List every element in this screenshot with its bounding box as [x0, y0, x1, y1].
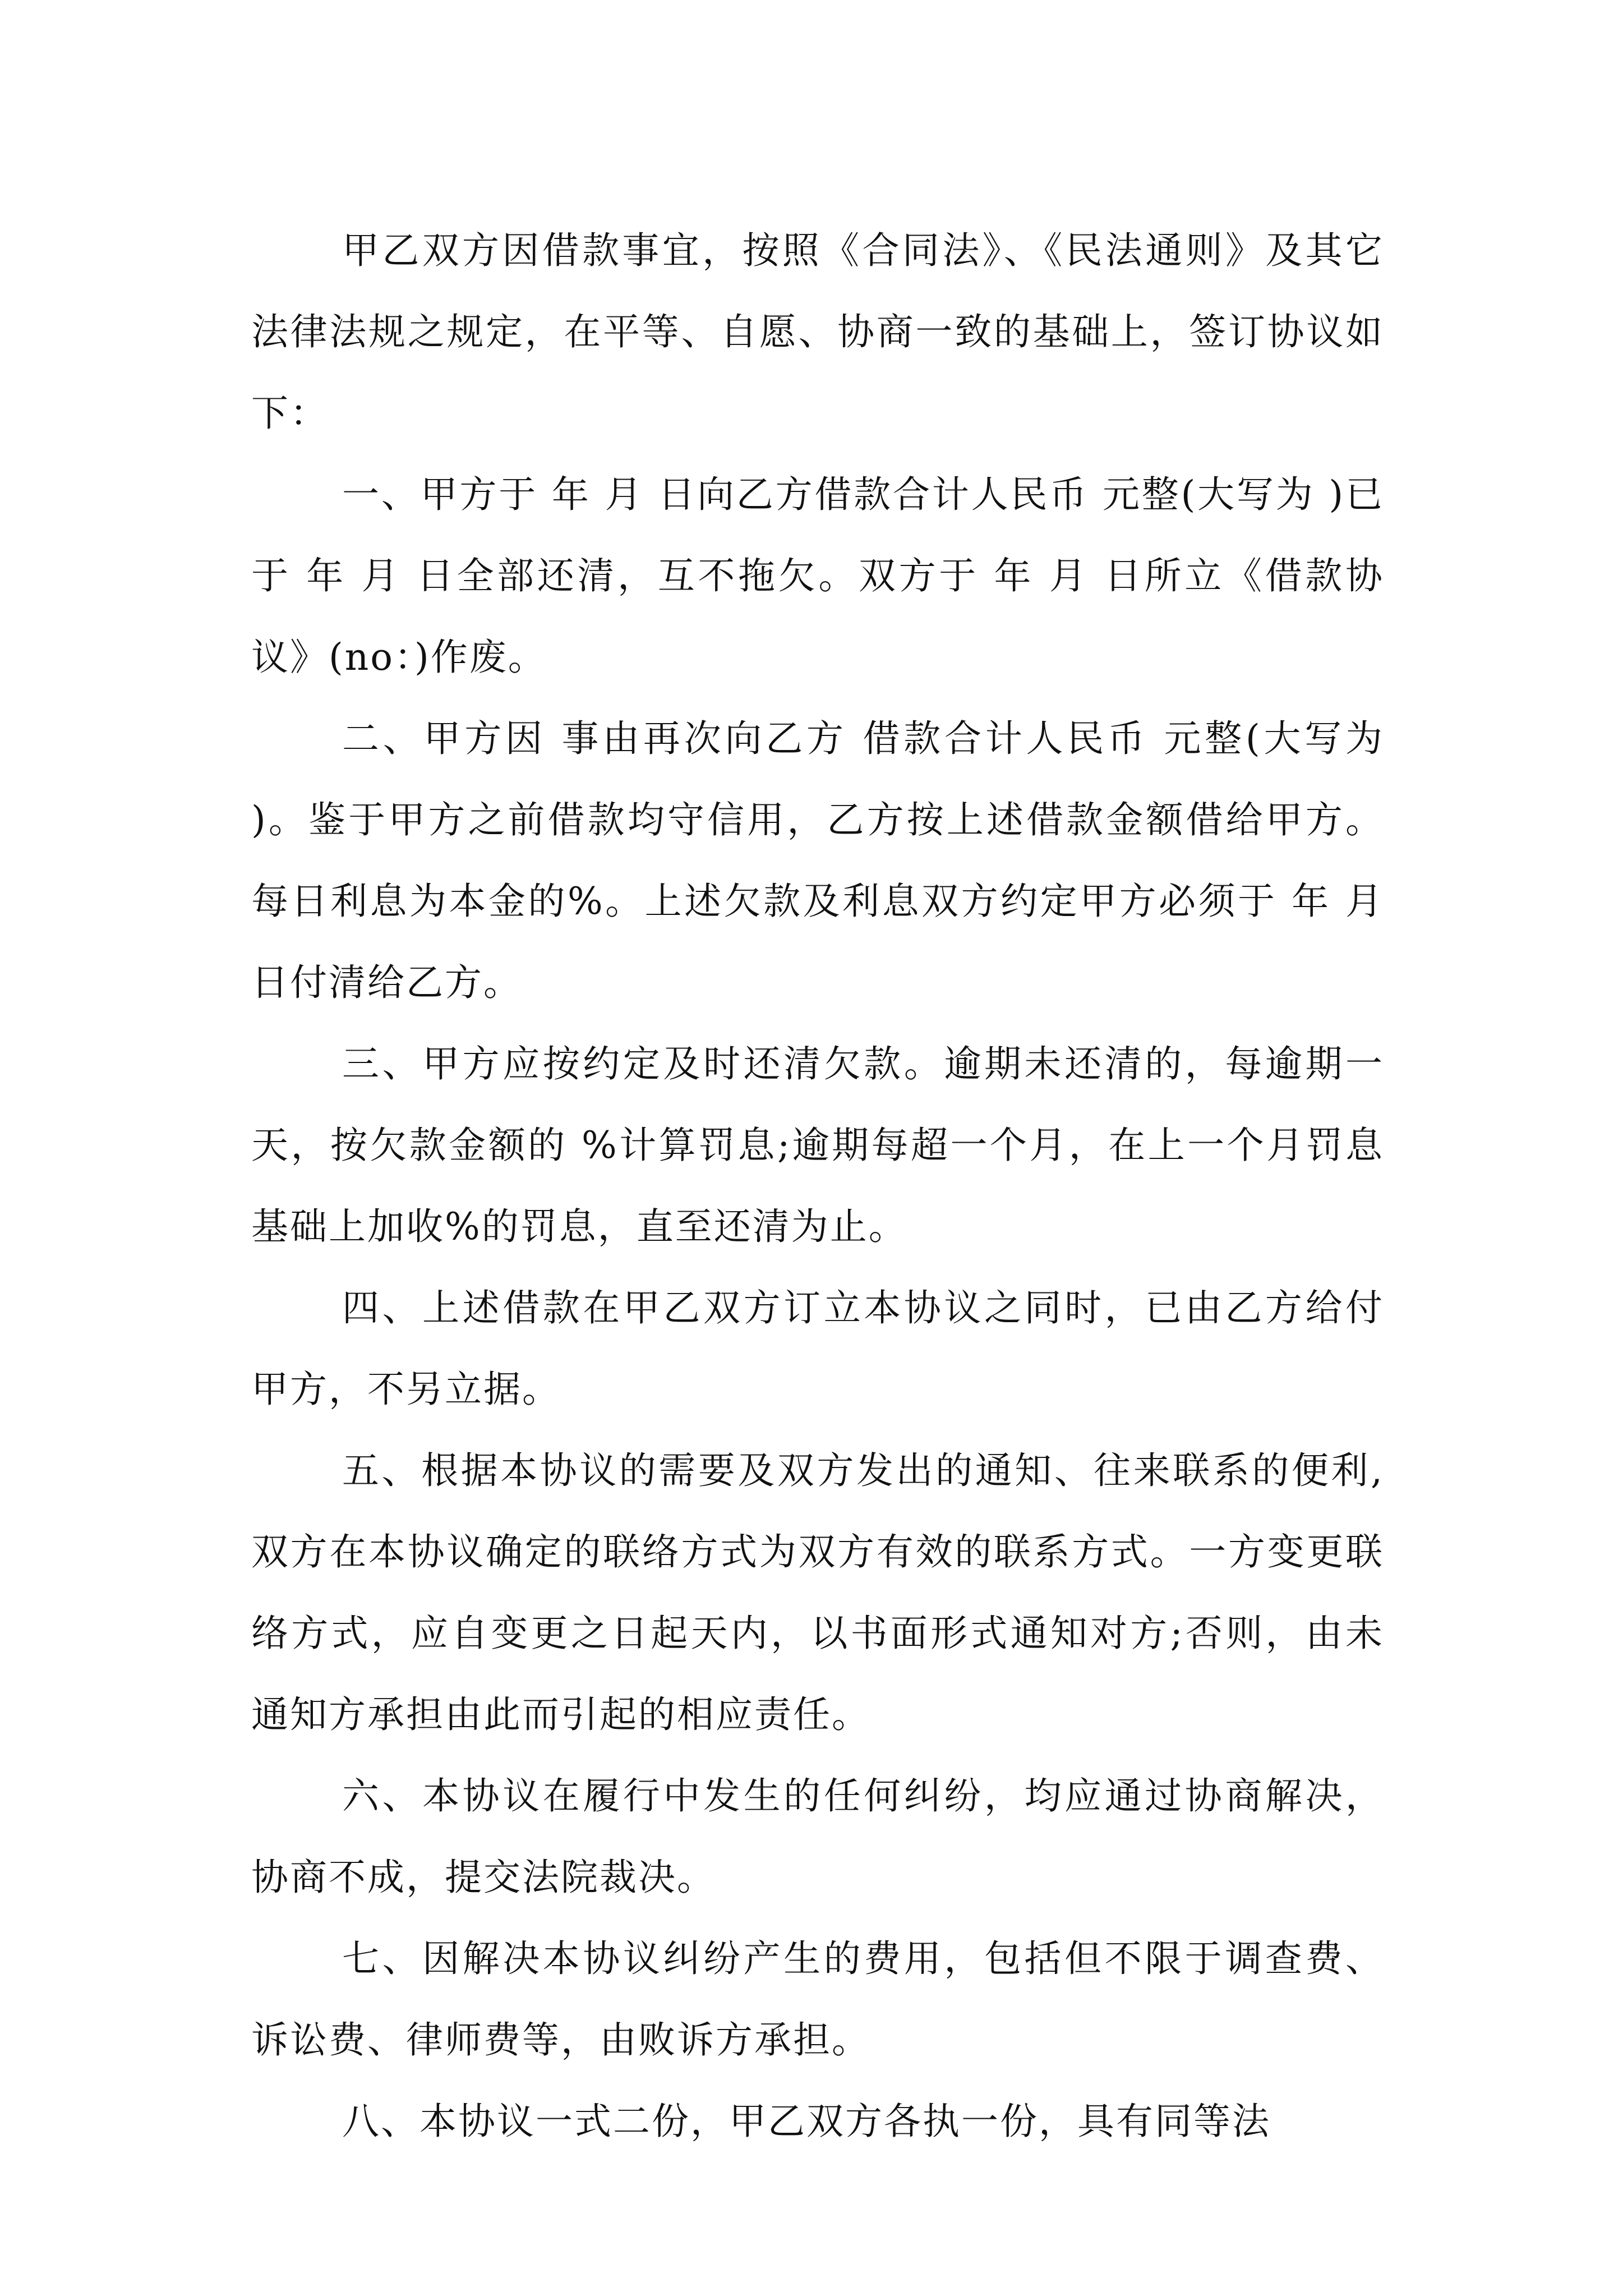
clause-8: 八、本协议一式二份，甲乙双方各执一份，具有同等法	[342, 2100, 1271, 2143]
clause-4: 四、上述借款在甲乙双方订立本协议之同时，已由乙方给付甲方，不另立据。	[251, 1286, 1384, 1411]
clause-7: 七、因解决本协议纠纷产生的费用，包括但不限于调查费、诉讼费、律师费等，由败诉方承担。	[251, 1937, 1384, 2062]
clause-6: 六、本协议在履行中发生的任何纠纷，均应通过协商解决，协商不成，提交法院裁决。	[251, 1774, 1384, 1899]
clause-5: 五、根据本协议的需要及双方发出的通知、往来联系的便利,双方在本协议确定的联络方式为双方有效的联系方式。一方变更联络方式，应自变更之日起天内，以书面形式通知对方;否则，由未通知方承担由此而引起的相应责任。	[251, 1449, 1384, 1736]
clause-1: 一、甲方于 年 月 日向乙方借款合计人民币 元整(大写为 )已于 年 月 日全部还清，互不拖欠。双方于 年 月 日所立《借款协议》(no：)作废。	[251, 473, 1384, 679]
clause-3: 三、甲方应按约定及时还清欠款。逾期未还清的，每逾期一天，按欠款金额的 %计算罚息;逾期每超一个月，在上一个月罚息基础上加收%的罚息，直至还清为止。	[251, 1042, 1384, 1248]
clause-2: 二、甲方因 事由再次向乙方 借款合计人民币 元整(大写为 )。鉴于甲方之前借款均守信用，乙方按上述借款金额借给甲方。每日利息为本金的%。上述欠款及利息双方约定甲方必须于 年 月 日付清给乙方。	[251, 717, 1384, 1004]
paragraph-preamble: 甲乙双方因借款事宜，按照《合同法》、《民法通则》及其它法律法规之规定，在平等、自愿、协商一致的基础上，签订协议如下：	[251, 229, 1384, 435]
document-body	[251, 210, 1384, 2162]
